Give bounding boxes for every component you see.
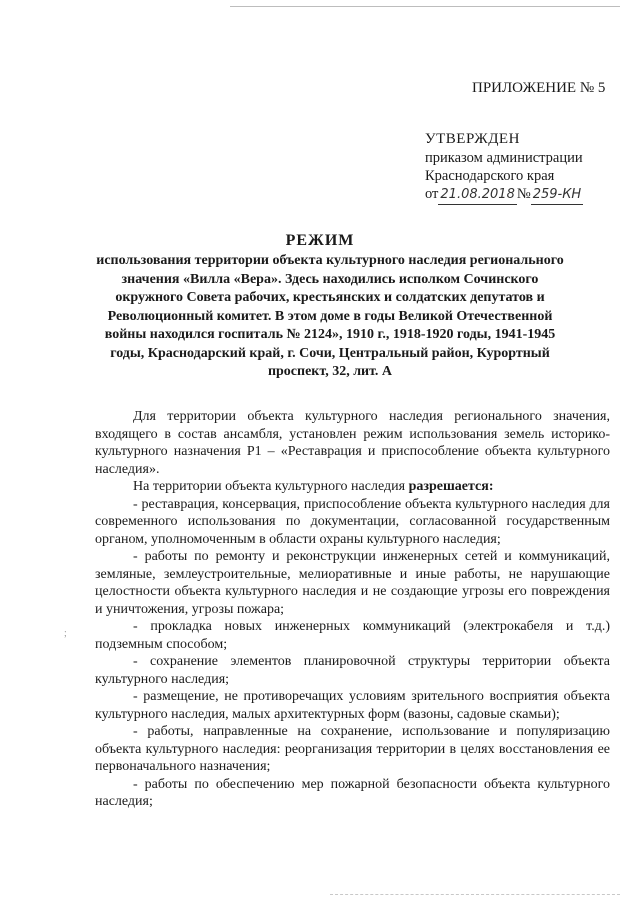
approval-date-number: [425, 185, 625, 205]
list-item: - сохранение элементов планировочной структуры территории объекта культурного наследия;: [95, 654, 610, 687]
handwritten-number: 259-КН: [531, 186, 584, 205]
scan-edge-line: [230, 6, 620, 7]
permitted-bold: разрешается:: [408, 479, 494, 494]
handwritten-date: 21.08.2018: [438, 186, 516, 205]
list-item: - работы по ремонту и реконструкции инженерных сетей и коммуникаций, земляные, землеустроительные, мелиоративные и иные работы, не нарушающие целостности объекта культурного наследия и не создающие угрозы его повреждения и уничтожения, угрозы пожара;: [95, 549, 610, 617]
number-prefix: №: [516, 186, 531, 202]
appendix-number: ПРИЛОЖЕНИЕ № 5: [472, 80, 606, 96]
permitted-heading: [95, 478, 610, 496]
permitted-lead: На территории объекта культурного наследия: [133, 479, 409, 494]
approval-line-region: Краснодарского края: [425, 168, 555, 184]
document-subtitle: использования территории объекта культурного наследия регионального значения «Вилла «Вера». Здесь находились исполком Сочинского окружного Совета рабочих, крестьянских и солдатских депутатов и Революционный комитет. В этом доме в годы Великой Отечественной войны находился госпиталь № 2124», 1910 г., 1918-1920 годы, 1941-1945 годы, Краснодарский край, г. Сочи, Центральный район, Курортный проспект, 32, лит. А: [96, 253, 564, 379]
list-item: - размещение, не противоречащих условиям зрительного восприятия объекта культурного наследия, малых архитектурных форм (вазоны, садовые скамьи);: [95, 689, 610, 722]
document-title: РЕЖИМ: [285, 232, 355, 249]
document-body: [95, 408, 610, 811]
margin-mark: ;: [64, 628, 67, 639]
scan-edge-line-bottom: [330, 894, 620, 895]
from-prefix: от: [425, 186, 439, 202]
approval-block: [425, 130, 625, 205]
approval-line-order: приказом администрации: [425, 150, 583, 166]
approval-heading: УТВЕРЖДЕН: [425, 131, 520, 147]
list-item: - работы по обеспечению мер пожарной безопасности объекта культурного наследия;: [95, 776, 610, 809]
intro-paragraph: Для территории объекта культурного наследия регионального значения, входящего в состав ансамбля, установлен режим использования земель историко-культурного назначения Р1 – «Реставрация и приспособление объекта культурного наследия».: [95, 409, 610, 477]
list-item: - прокладка новых инженерных коммуникаций (электрокабеля и т.д.) подземным способом;: [95, 619, 610, 652]
list-item: - работы, направленные на сохранение, использование и популяризацию объекта культурного наследия: реорганизация территории в целях восстановления ее первоначального назначения;: [95, 724, 610, 774]
list-item: - реставрация, консервация, приспособление объекта культурного наследия для современного использования по документации, согласованной государственным органом, уполномоченным в области охраны культурного наследия;: [95, 496, 610, 547]
